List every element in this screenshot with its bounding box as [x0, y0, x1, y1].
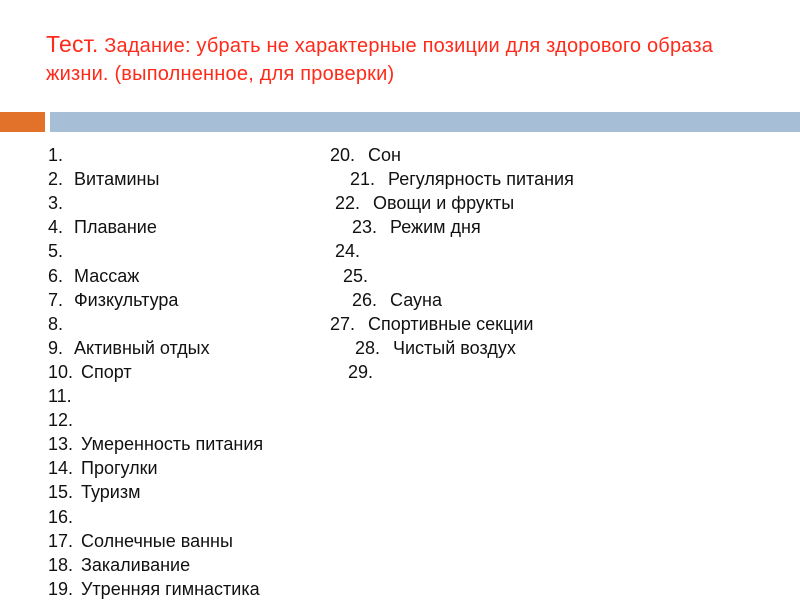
- item-number: 19.: [48, 579, 74, 599]
- title-text: Задание: убрать не характерные позиции для здорового образа жизни. (выполненное, для проверки): [46, 35, 714, 85]
- item-text: Солнечные ванны: [81, 531, 233, 551]
- item-number: 21.: [350, 169, 376, 189]
- item-text: Спорт: [81, 362, 132, 382]
- item-number: 4.: [48, 217, 64, 237]
- item-number: 26.: [352, 290, 378, 310]
- left-item-15: [48, 480, 140, 504]
- left-item-8: [48, 312, 74, 336]
- right-item-8: [330, 312, 533, 336]
- right-item-9: [355, 336, 516, 360]
- item-number: 29.: [348, 362, 374, 382]
- item-number: 10.: [48, 362, 74, 382]
- left-item-6: [48, 264, 139, 288]
- left-item-9: [48, 336, 210, 360]
- left-item-11: [48, 384, 81, 408]
- right-item-3: [335, 191, 514, 215]
- item-number: 11.: [48, 386, 72, 406]
- left-item-2: [48, 167, 159, 191]
- right-item-7: [352, 288, 442, 312]
- left-item-7: [48, 288, 178, 312]
- left-item-3: [48, 191, 74, 215]
- right-item-5: [335, 239, 373, 263]
- item-number: 18.: [48, 555, 74, 575]
- left-item-14: [48, 456, 158, 480]
- item-number: 15.: [48, 482, 74, 502]
- item-text: Режим дня: [390, 217, 481, 237]
- item-number: 1.: [48, 145, 64, 165]
- item-text: Регулярность питания: [388, 169, 574, 189]
- item-text: Прогулки: [81, 458, 158, 478]
- left-item-1: [48, 143, 74, 167]
- item-number: 23.: [352, 217, 378, 237]
- item-text: Спортивные секции: [368, 314, 534, 334]
- item-number: 16.: [48, 507, 74, 527]
- item-text: Плавание: [74, 217, 157, 237]
- left-item-5: [48, 239, 74, 263]
- item-text: Сауна: [390, 290, 442, 310]
- page-title: [46, 30, 766, 88]
- item-text: Сон: [368, 145, 401, 165]
- left-item-13: [48, 432, 263, 456]
- item-number: 5.: [48, 241, 64, 261]
- left-item-17: [48, 529, 233, 553]
- item-number: 3.: [48, 193, 64, 213]
- item-text: Витамины: [74, 169, 160, 189]
- left-item-4: [48, 215, 157, 239]
- item-number: 22.: [335, 193, 361, 213]
- item-text: Овощи и фрукты: [373, 193, 515, 213]
- right-item-10: [348, 360, 386, 384]
- left-item-10: [48, 360, 132, 384]
- item-number: 25.: [343, 266, 369, 286]
- item-number: 9.: [48, 338, 64, 358]
- item-number: 6.: [48, 266, 64, 286]
- item-number: 7.: [48, 290, 64, 310]
- right-item-1: [330, 143, 401, 167]
- item-text: Чистый воздух: [393, 338, 516, 358]
- item-number: 8.: [48, 314, 64, 334]
- item-text: Умеренность питания: [81, 434, 264, 454]
- left-item-18: [48, 553, 190, 577]
- right-item-4: [352, 215, 481, 239]
- left-item-16: [48, 505, 81, 529]
- accent-bar: [0, 112, 45, 132]
- item-number: 14.: [48, 458, 74, 478]
- header-bar: [50, 112, 800, 132]
- item-number: 28.: [355, 338, 381, 358]
- item-number: 27.: [330, 314, 356, 334]
- right-item-2: [350, 167, 574, 191]
- item-number: 12.: [48, 410, 74, 430]
- item-number: 24.: [335, 241, 361, 261]
- item-number: 2.: [48, 169, 64, 189]
- right-item-6: [343, 264, 381, 288]
- item-text: Закаливание: [81, 555, 191, 575]
- item-text: Массаж: [74, 266, 140, 286]
- item-number: 20.: [330, 145, 356, 165]
- item-number: 17.: [48, 531, 74, 551]
- left-item-19: [48, 577, 260, 601]
- item-text: Утренняя гимнастика: [81, 579, 260, 599]
- item-text: Туризм: [81, 482, 141, 502]
- title-lead: Тест.: [46, 31, 99, 57]
- left-item-12: [48, 408, 81, 432]
- item-text: Активный отдых: [74, 338, 210, 358]
- item-text: Физкультура: [74, 290, 179, 310]
- item-number: 13.: [48, 434, 74, 454]
